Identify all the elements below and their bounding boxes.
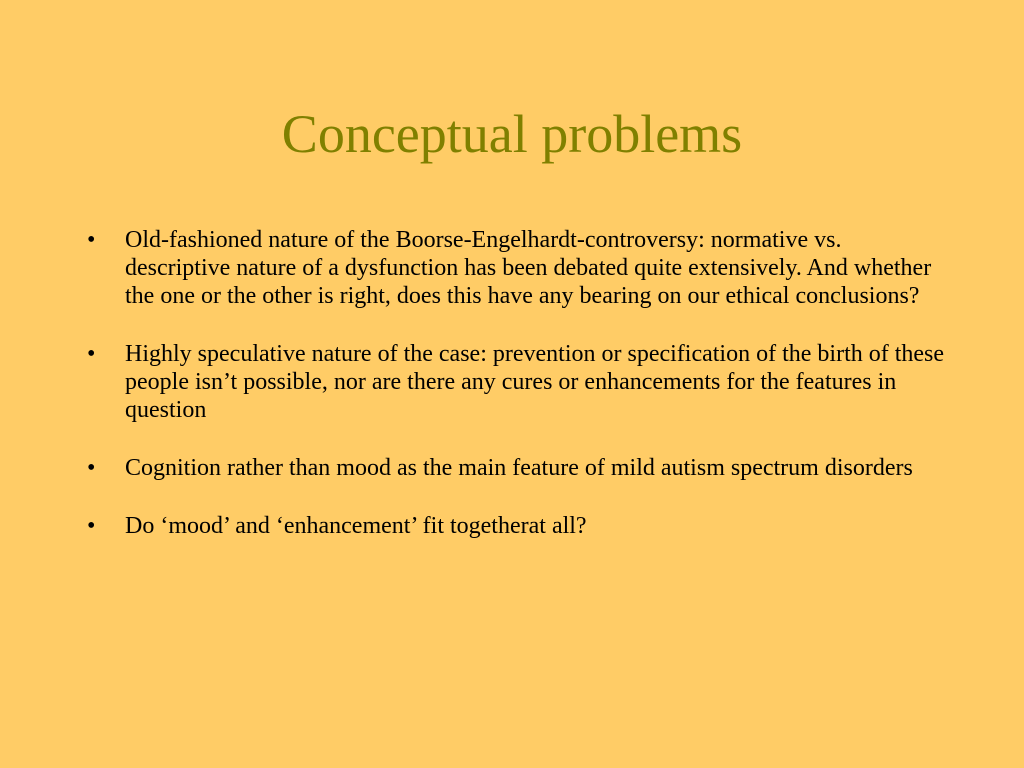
bullet-item <box>87 512 947 540</box>
bullet-item <box>87 454 947 482</box>
bullet-marker: • <box>87 227 96 253</box>
bullet-marker: • <box>87 341 96 367</box>
bullet-item <box>87 226 947 310</box>
bullet-text: Old-fashioned nature of the Boorse-Engelhardt-controversy: normative vs. descriptive nature of a dysfunction has been debated quite extensively. And whether the one or the other is right, does this have any bearing on our ethical conclusions? <box>125 227 932 309</box>
bullet-marker: • <box>87 513 96 539</box>
bullet-item <box>87 340 947 424</box>
bullet-text: Do ‘mood’ and ‘enhancement’ fit togetherat all? <box>125 513 587 539</box>
bullet-text: Cognition rather than mood as the main feature of mild autism spectrum disorders <box>125 455 913 481</box>
bullet-list <box>87 226 947 570</box>
slide-title: Conceptual problems <box>281 104 743 164</box>
bullet-marker: • <box>87 455 96 481</box>
bullet-text: Highly speculative nature of the case: prevention or specification of the birth of these people isn’t possible, nor are there any cures or enhancements for the features in question <box>125 341 945 423</box>
